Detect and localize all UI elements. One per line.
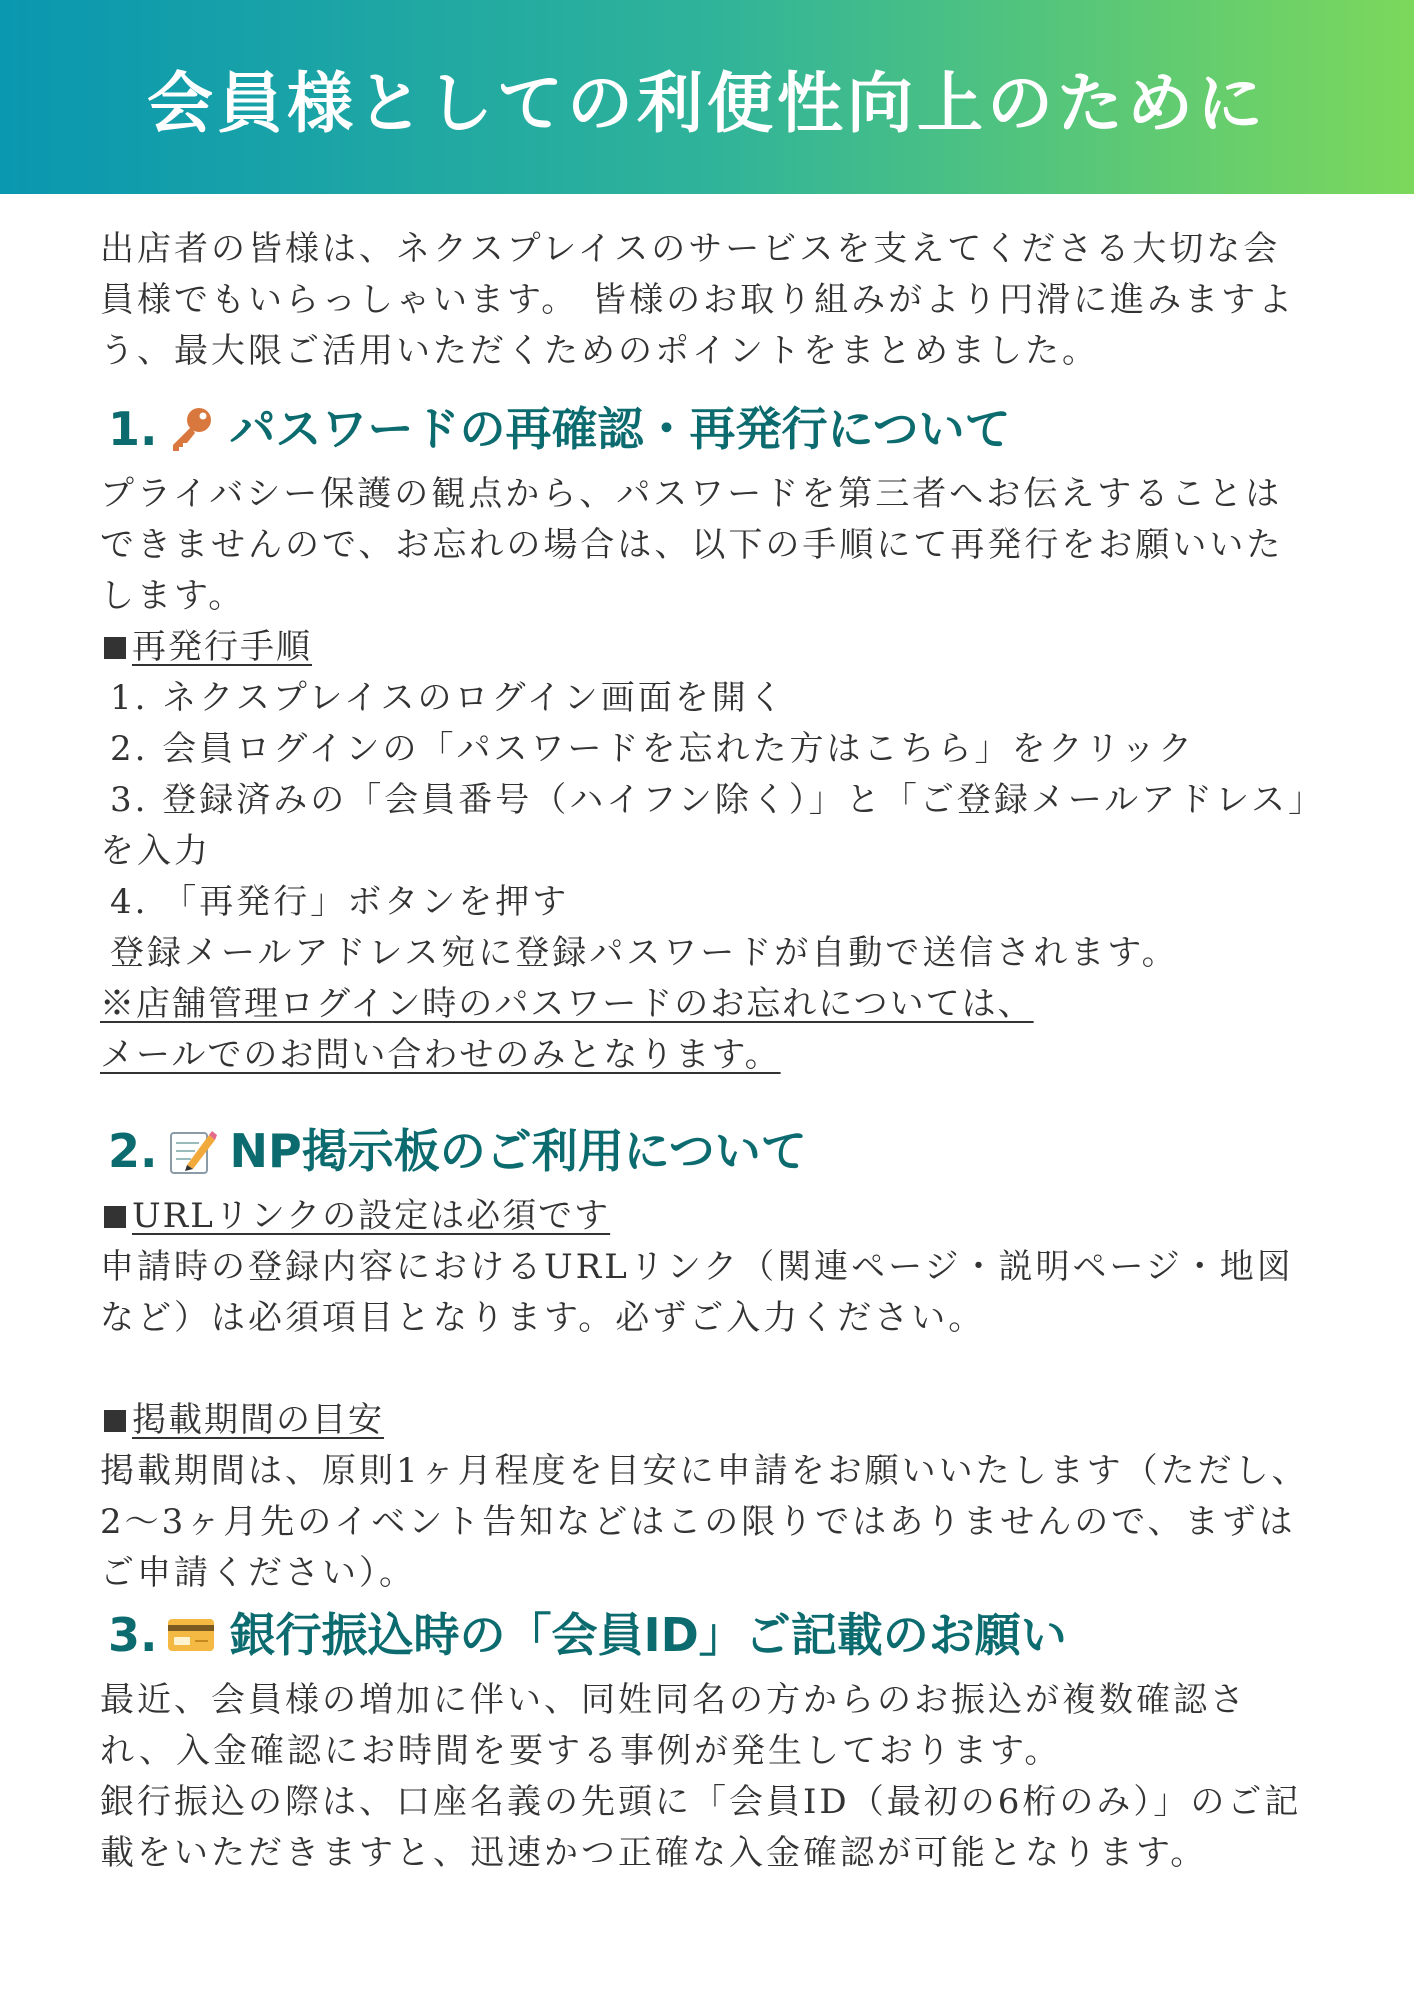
memo-pencil-icon [165, 1125, 217, 1177]
note-text: メールでのお問い合わせのみとなります。 [100, 1035, 781, 1075]
title-banner [0, 0, 1414, 194]
section-number: 2. [108, 1124, 158, 1178]
section-number: 1. [108, 402, 158, 456]
square-bullet-icon [104, 1410, 126, 1432]
subheading-text: URLリンクの設定は必須です [132, 1196, 611, 1236]
section-body: 最近、会員様の増加に伴い、同姓同名の方からのお振込が複数確認され、入金確認にお時間を要する事例が発生しております。 [100, 1680, 1247, 1771]
section-bank-transfer [100, 1599, 1314, 1879]
section-body: 銀行振込の際は、口座名義の先頭に「会員ID（最初の6桁のみ）」のご記載をいただきますと、迅速かつ正確な入金確認が可能となります。 [100, 1782, 1302, 1873]
step-item: 1. ネクスプレイスのログイン画面を開く [110, 678, 786, 718]
section-title: 銀行振込時の「会員ID」ご記載のお願い [229, 1608, 1067, 1662]
section-number: 3. [108, 1608, 158, 1662]
subheading-text: 掲載期間の目安 [132, 1400, 384, 1440]
document-body [0, 194, 1414, 1879]
subheading-text: 再発行手順 [132, 627, 312, 667]
section-title: NP掲示板のご利用について [229, 1124, 807, 1178]
note-line-1 [100, 979, 1314, 1030]
credit-card-icon [165, 1609, 217, 1661]
key-icon [165, 403, 217, 455]
subheading-posting-period [100, 1395, 1314, 1446]
intro-paragraph: 出店者の皆様は、ネクスプレイスのサービスを支えてくださる大切な会員様でもいらっしゃいます。 皆様のお取り組みがより円滑に進みますよう、最大限ご活用いただくためのポイントをまとめました。 [100, 229, 1296, 371]
section-body: プライバシー保護の観点から、パスワードを第三者へお伝えすることはできませんので、お忘れの場合は、以下の手順にて再発行をお願いいたします。 [100, 474, 1284, 616]
section-heading-bank-transfer [108, 1599, 1314, 1671]
section-heading-bulletin-board [108, 1115, 1314, 1187]
note-line-2 [100, 1030, 1314, 1081]
subheading-url-required [100, 1191, 1314, 1242]
section-bulletin-board [100, 1115, 1314, 1599]
section-body: 申請時の登録内容におけるURLリンク（関連ページ・説明ページ・地図など）は必須項目となります。必ずご入力ください。 [100, 1247, 1294, 1338]
step-item: 2. 会員ログインの「パスワードを忘れた方はこちら」をクリック [110, 729, 1196, 769]
note-text: ※店舗管理ログイン時のパスワードのお忘れについては、 [100, 984, 1034, 1024]
square-bullet-icon [104, 1206, 126, 1228]
section-title: パスワードの再確認・再発行について [229, 402, 1011, 456]
result-text: 登録メールアドレス宛に登録パスワードが自動で送信されます。 [110, 933, 1179, 973]
page-title: 会員様としての利便性向上のために [147, 63, 1267, 142]
section-password [100, 393, 1314, 1081]
spacer [100, 1081, 1314, 1115]
subheading-reissue-steps [100, 622, 1314, 673]
section-heading-password [108, 393, 1314, 465]
square-bullet-icon [104, 637, 126, 659]
spacer [100, 1344, 1314, 1395]
section-body: 掲載期間は、原則1ヶ月程度を目安に申請をお願いいたします（ただし、2〜3ヶ月先のイベント告知などはこの限りではありませんので、まずはご申請ください）。 [100, 1451, 1309, 1593]
step-item: 4. 「再発行」ボタンを押す [110, 882, 570, 922]
step-item: 3. 登録済みの「会員番号（ハイフン除く）」と「ご登録メールアドレス」を入力 [100, 780, 1309, 871]
